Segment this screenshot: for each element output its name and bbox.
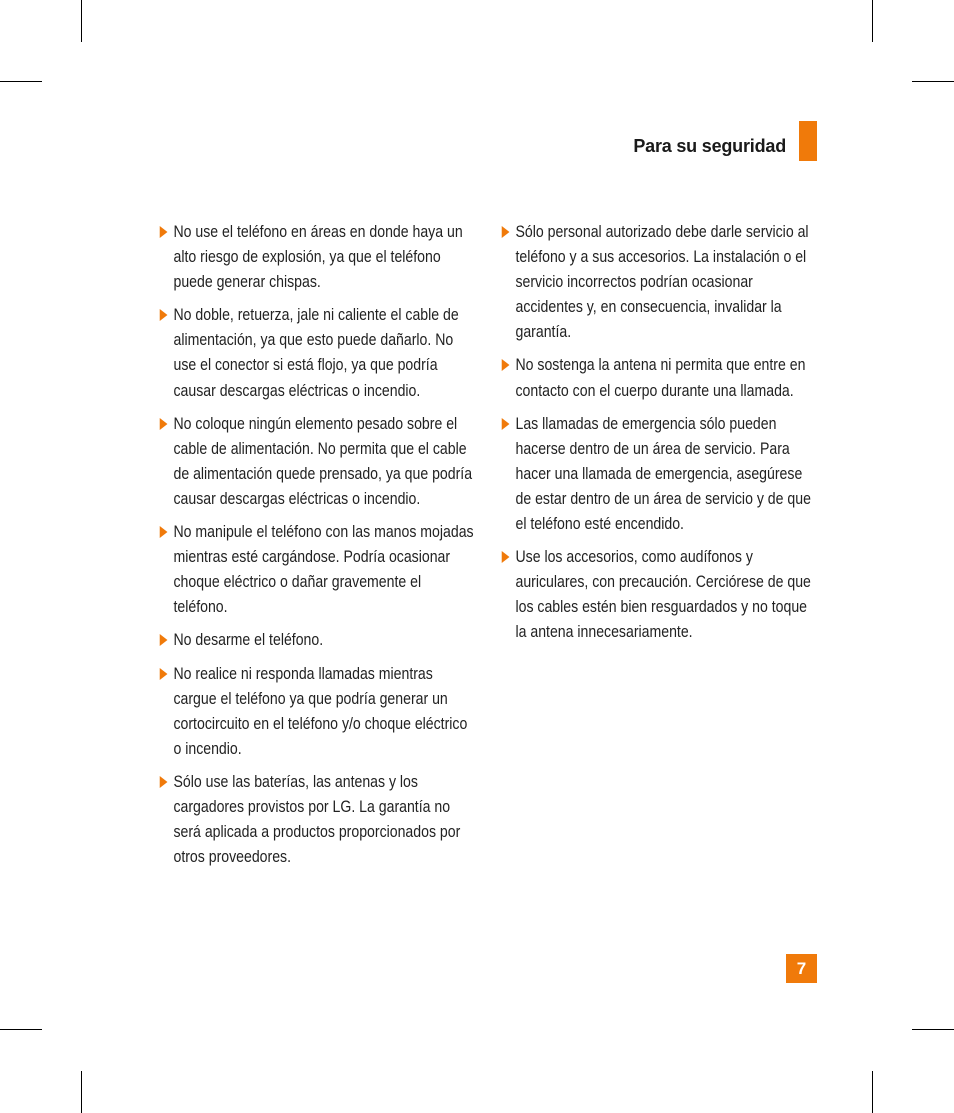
page-number: 7: [786, 954, 817, 983]
right-column-list: [500, 220, 810, 654]
list-item: [500, 412, 816, 537]
crop-mark-top-right-vertical: [872, 0, 873, 42]
bullet-triangle-icon: [502, 551, 510, 563]
list-item-text: No realice ni responda llamadas mientras cargue el teléfono ya que podría generar un cortocircuito en el teléfono y/o choque eléctrico o incendio.: [173, 664, 468, 758]
list-item: [158, 662, 474, 762]
crop-mark-bottom-right-vertical: [872, 1071, 873, 1113]
list-item: [500, 220, 816, 345]
bullet-triangle-icon: [160, 226, 168, 238]
list-item-text: Las llamadas de emergencia sólo pueden hacerse dentro de un área de servicio. Para hacer una llamada de emergencia, asegúrese de estar dentro de un área de servicio y de que el teléfono esté encendido.: [515, 414, 811, 534]
list-item: [500, 353, 816, 403]
list-item-text: No desarme el teléfono.: [173, 631, 324, 650]
bullet-triangle-icon: [502, 418, 510, 430]
list-item: [500, 545, 816, 645]
bullet-triangle-icon: [502, 226, 510, 238]
left-column-list: [158, 220, 474, 878]
bullet-triangle-icon: [160, 418, 168, 430]
list-item: [158, 770, 474, 870]
list-item-text: Use los accesorios, como audífonos y auriculares, con precaución. Cerciórese de que los cables estén bien resguardados y no toque la antena innecesariamente.: [515, 548, 811, 642]
list-item: [158, 628, 474, 653]
bullet-triangle-icon: [160, 526, 168, 538]
crop-mark-top-left-horizontal: [0, 81, 42, 82]
crop-mark-bottom-left-horizontal: [0, 1029, 42, 1030]
list-item: [158, 220, 474, 295]
bullet-triangle-icon: [160, 634, 168, 646]
list-item-text: No manipule el teléfono con las manos mojadas mientras esté cargándose. Podría ocasionar choque eléctrico o dañar gravemente el teléfono.: [173, 523, 474, 617]
list-item-text: No doble, retuerza, jale ni caliente el cable de alimentación, ya que esto puede dañarlo. No use el conector si está flojo, ya que podría causar descargas eléctricas o incendio.: [173, 306, 459, 400]
list-item-text: No sostenga la antena ni permita que entre en contacto con el cuerpo durante una llamada.: [515, 356, 806, 400]
page-title: Para su seguridad: [633, 136, 786, 156]
crop-mark-top-right-horizontal: [912, 81, 954, 82]
section-tab-marker: [799, 121, 817, 161]
bullet-triangle-icon: [502, 359, 510, 371]
list-item: [158, 412, 474, 512]
bullet-triangle-icon: [160, 776, 168, 788]
crop-mark-bottom-left-vertical: [81, 1071, 82, 1113]
list-item: [158, 520, 474, 620]
list-item-text: No coloque ningún elemento pesado sobre el cable de alimentación. No permita que el cable de alimentación quede prensado, ya que podría causar descargas eléctricas o incendio.: [173, 414, 473, 508]
bullet-triangle-icon: [160, 309, 168, 321]
list-item-text: No use el teléfono en áreas en donde haya un alto riesgo de explosión, ya que el teléfono puede generar chispas.: [173, 223, 463, 292]
crop-mark-bottom-right-horizontal: [912, 1029, 954, 1030]
list-item-text: Sólo use las baterías, las antenas y los cargadores provistos por LG. La garantía no será aplicada a productos proporcionados por otros proveedores.: [173, 772, 461, 867]
list-item: [158, 303, 474, 403]
bullet-triangle-icon: [160, 668, 168, 680]
crop-mark-top-left-vertical: [81, 0, 82, 42]
list-item-text: Sólo personal autorizado debe darle servicio al teléfono y a sus accesorios. La instalación o el servicio incorrectos podrían ocasionar accidentes y, en consecuencia, invalidar la garantía.: [515, 223, 809, 342]
